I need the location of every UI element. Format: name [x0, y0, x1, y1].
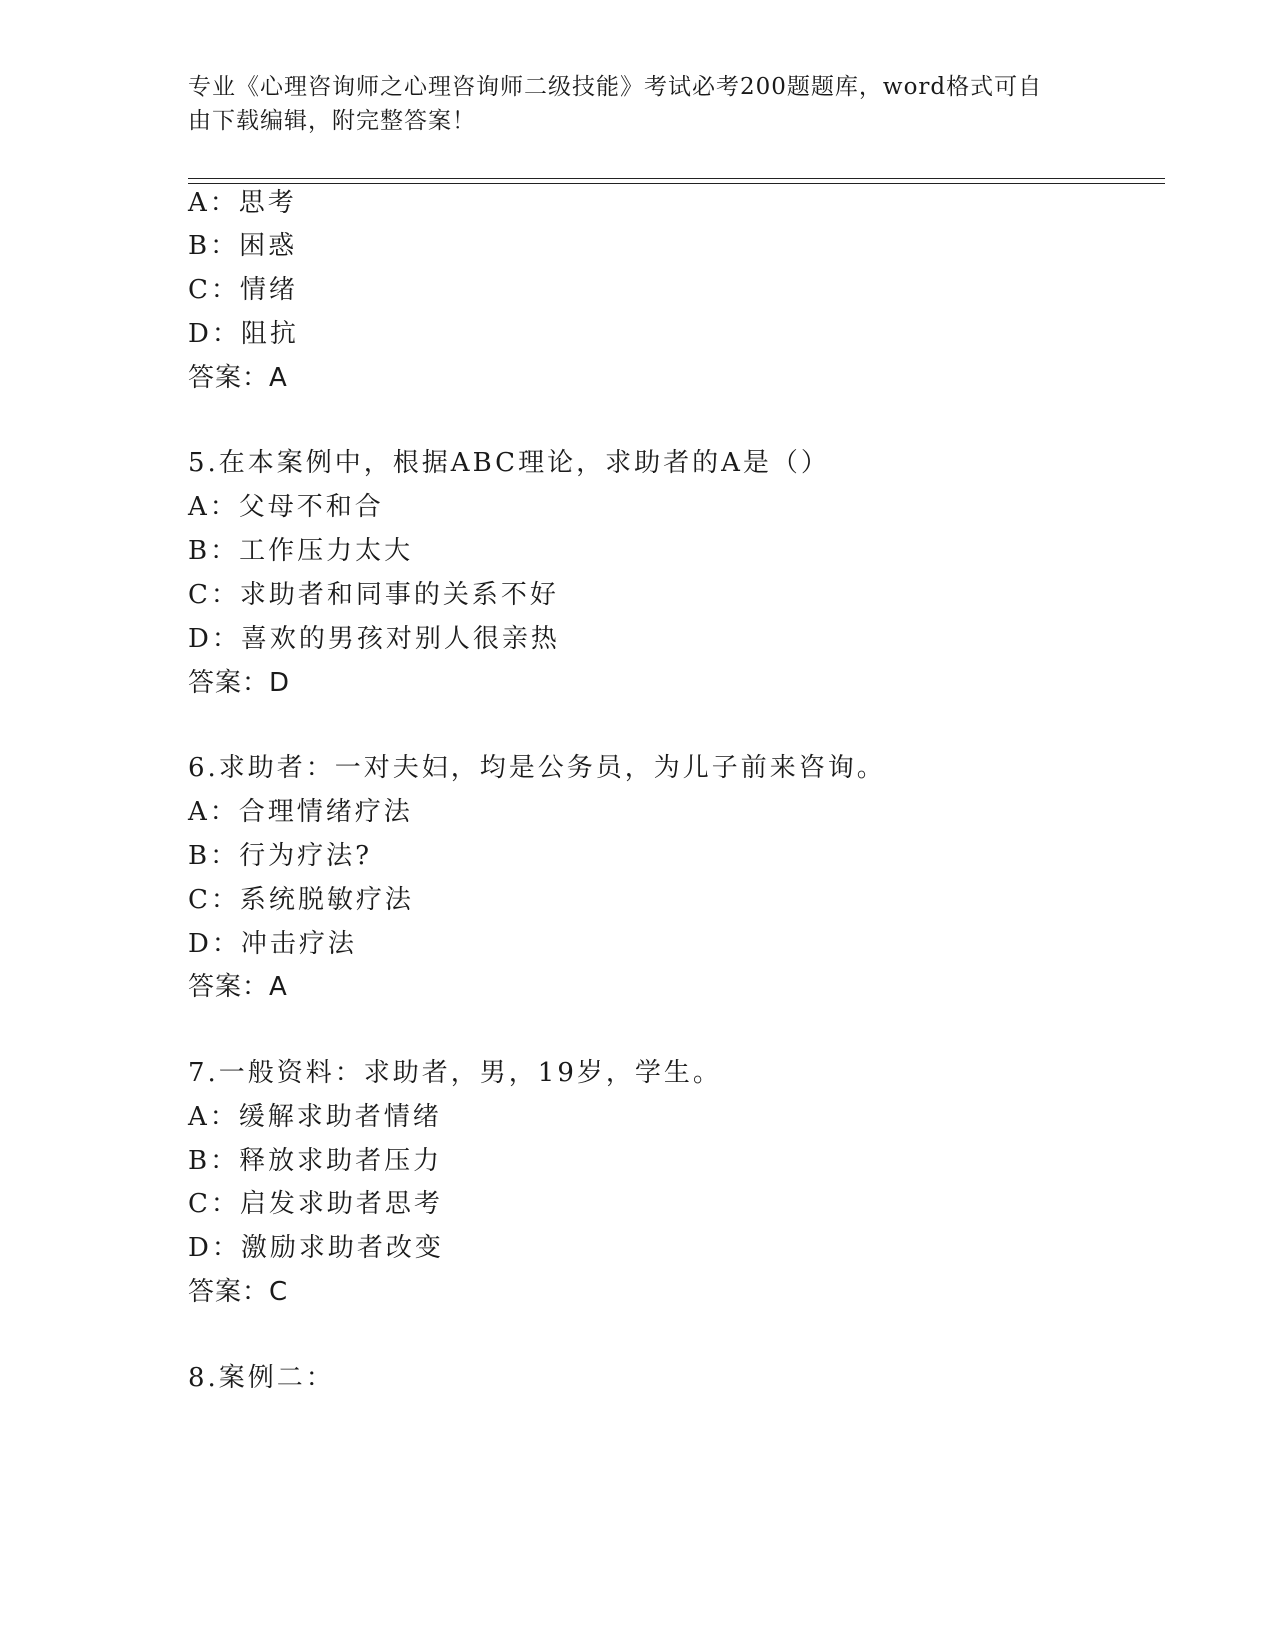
q7-question: 7.一般资料：求助者，男，19岁，学生。: [188, 1058, 722, 1088]
document-header: [188, 70, 1068, 138]
q7-option-b: B：释放求助者压力: [188, 1146, 443, 1176]
q5-question: 5.在本案例中，根据ABC理论，求助者的A是（）: [188, 448, 830, 478]
q6-answer: 答案：A: [188, 972, 288, 1002]
q5-answer: 答案：D: [188, 668, 291, 698]
q7-option-a: A：缓解求助者情绪: [188, 1102, 442, 1132]
header-line-2: 由下载编辑，附完整答案！: [188, 108, 476, 134]
q4-option-d: D：阻抗: [188, 319, 299, 349]
q6-option-a: A：合理情绪疗法: [188, 797, 413, 827]
q6-option-b: B：行为疗法?: [188, 841, 373, 871]
q5-option-d: D：喜欢的男孩对别人很亲热: [188, 624, 560, 654]
header-line-1: 专业《心理咨询师之心理咨询师二级技能》考试必考200题题库，word格式可自: [188, 74, 1043, 100]
q5-option-b: B：工作压力太大: [188, 536, 414, 566]
q6-option-c: C：系统脱敏疗法: [188, 885, 414, 915]
q4-option-c: C：情绪: [188, 275, 298, 305]
q7-option-d: D：激励求助者改变: [188, 1233, 444, 1263]
q5-option-c: C：求助者和同事的关系不好: [188, 580, 559, 610]
header-rule-top: [188, 178, 1165, 179]
q7-answer: 答案：C: [188, 1277, 289, 1307]
q4-option-a: A：思考: [188, 188, 297, 218]
header-rule-bottom: [188, 183, 1165, 184]
q6-option-d: D：冲击疗法: [188, 929, 357, 959]
q5-option-a: A：父母不和合: [188, 492, 384, 522]
q7-option-c: C：启发求助者思考: [188, 1189, 443, 1219]
q6-question: 6.求助者：一对夫妇，均是公务员，为儿子前来咨询。: [188, 753, 886, 783]
q8-question: 8.案例二：: [188, 1363, 335, 1393]
q4-answer: 答案：A: [188, 363, 288, 393]
q4-option-b: B：困惑: [188, 231, 298, 261]
